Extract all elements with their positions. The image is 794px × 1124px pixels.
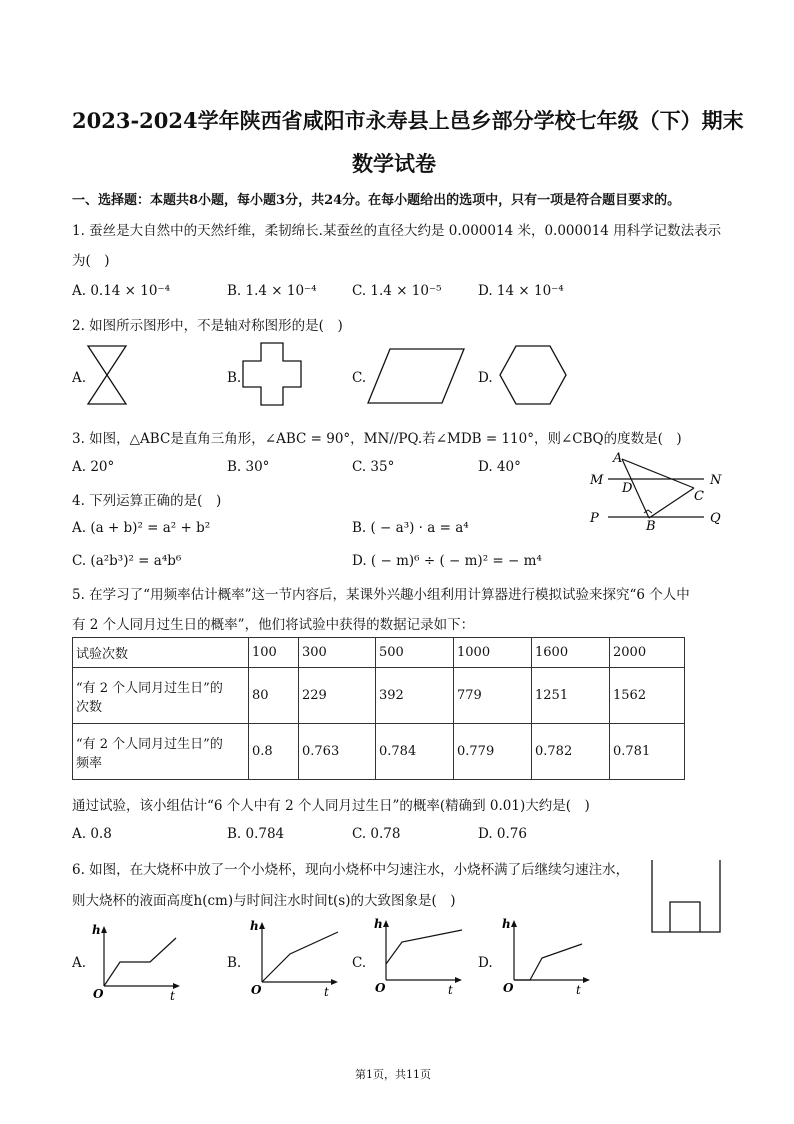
table-cell: 0.782 <box>532 724 610 780</box>
q6-graph-d-origin: O <box>503 981 514 995</box>
q6-stem-line2: 则大烧杯的液面高度h(cm)与时间注水时间t(s)的大致图象是( ) <box>72 893 456 909</box>
table-row <box>73 724 685 780</box>
q4-option-b: B. ( − a³) · a = a⁴ <box>352 520 469 536</box>
q6-graph-b-origin: O <box>251 983 262 997</box>
page-title-line1: 2023-2024学年陕西省咸阳市永寿县上邑乡部分学校七年级（下）期末 <box>72 108 744 133</box>
q1-stem-line1: 1. 蚕丝是大自然中的天然纤维，柔韧绵长.某蚕丝的直径大约是 0.000014 米，0.000014 用科学记数法表示 <box>72 223 722 239</box>
q3-geometry-figure <box>586 450 726 532</box>
table-cell: 1600 <box>532 638 610 668</box>
table-row <box>73 638 685 668</box>
q3-label-d: D <box>622 481 633 496</box>
table-cell: 100 <box>249 638 299 668</box>
page-title-line2: 数学试卷 <box>352 151 436 176</box>
q4-option-d: D. ( − m)⁶ ÷ ( − m)² = − m⁴ <box>352 553 542 569</box>
q5-stem-line2: 有 2 个人同月过生日的概率”，他们将试验中获得的数据记录如下： <box>72 617 475 633</box>
q2-figure-cross <box>241 341 303 407</box>
q2-label-d: D. <box>478 370 493 386</box>
q3-option-d: D. 40° <box>478 459 521 475</box>
q6-graph-c-origin: O <box>375 981 386 995</box>
table-cell: 392 <box>376 668 454 724</box>
table-cell: 0.779 <box>454 724 532 780</box>
q6-label-b: B. <box>227 955 242 971</box>
q2-label-b: B. <box>227 370 242 386</box>
q5-data-table <box>72 637 685 780</box>
table-header-cell <box>73 724 249 780</box>
table-header-text: 试验次数 <box>76 647 129 662</box>
q3-option-b: B. 30° <box>227 459 270 475</box>
q2-figure-hexagon <box>498 344 568 406</box>
q1-option-a: A. 0.14 × 10⁻⁴ <box>72 283 171 299</box>
q1-option-b: B. 1.4 × 10⁻⁴ <box>227 283 317 299</box>
q6-graph-c-h-label: h <box>374 917 383 931</box>
page-footer: 第1页，共11页 <box>355 1068 431 1081</box>
q1-option-d: D. 14 × 10⁻⁴ <box>478 283 564 299</box>
table-header-cell <box>73 638 249 668</box>
q4-stem: 4. 下列运算正确的是( ) <box>72 493 222 509</box>
q3-label-c: C <box>694 489 704 504</box>
table-cell: 80 <box>249 668 299 724</box>
q2-stem: 2. 如图所示图形中，不是轴对称图形的是( ) <box>72 318 343 334</box>
q6-graph-a-origin: O <box>93 987 104 1001</box>
q2-label-a: A. <box>72 370 87 386</box>
table-cell: 0.781 <box>610 724 685 780</box>
q5-after-table: 通过试验，该小组估计“6 个人中有 2 个人同月过生日”的概率(精确到 0.01)大约是( ) <box>72 798 590 814</box>
q6-label-d: D. <box>478 955 493 971</box>
q3-option-c: C. 35° <box>352 459 395 475</box>
q3-label-p: P <box>590 511 599 526</box>
q3-stem: 3. 如图，△ABC是直角三角形，∠ABC = 90°，MN//PQ.若∠MDB = 110°，则∠CBQ的度数是( ) <box>72 431 682 447</box>
table-cell: 0.784 <box>376 724 454 780</box>
q5-option-b: B. 0.784 <box>227 826 285 842</box>
q6-graph-b-h-label: h <box>250 919 259 933</box>
table-cell: 229 <box>299 668 376 724</box>
table-cell: 1000 <box>454 638 532 668</box>
q4-option-c: C. (a²b³)² = a⁴b⁶ <box>72 553 182 569</box>
section-header: 一、选择题：本题共8小题，每小题3分，共24分。在每小题给出的选项中，只有一项是符合题目要求的。 <box>72 193 681 208</box>
q3-label-q: Q <box>710 511 721 526</box>
q6-graph-d-h-label: h <box>502 917 511 931</box>
table-cell: 779 <box>454 668 532 724</box>
q3-label-a: A <box>613 451 623 466</box>
q1-option-c: C. 1.4 × 10⁻⁵ <box>352 283 442 299</box>
table-header-cell <box>73 668 249 724</box>
q5-option-d: D. 0.76 <box>478 826 527 842</box>
q3-label-b: B <box>646 519 656 534</box>
q2-label-c: C. <box>352 370 367 386</box>
q2-figure-hourglass <box>86 344 128 406</box>
q3-option-a: A. 20° <box>72 459 115 475</box>
q5-stem-line1: 5. 在学习了“用频率估计概率”这一节内容后，某课外兴趣小组利用计算器进行模拟试验来探究“6 个人中 <box>72 587 690 603</box>
table-cell: 1251 <box>532 668 610 724</box>
q6-graph-c <box>372 918 464 996</box>
q6-graph-c-t-label: t <box>448 983 453 997</box>
q4-option-a: A. (a + b)² = a² + b² <box>72 520 211 536</box>
q6-graph-b <box>248 920 340 998</box>
q5-option-a: A. 0.8 <box>72 826 112 842</box>
table-header-text: 次数 <box>76 699 103 715</box>
q5-option-c: C. 0.78 <box>352 826 401 842</box>
q6-graph-d <box>500 918 592 996</box>
q6-graph-d-t-label: t <box>576 983 581 997</box>
table-row <box>73 668 685 724</box>
q6-label-a: A. <box>72 955 87 971</box>
table-cell: 500 <box>376 638 454 668</box>
table-header-text: “有 2 个人同月过生日”的 <box>76 680 223 696</box>
q6-beaker-figure <box>650 858 722 934</box>
q6-stem-line1: 6. 如图，在大烧杯中放了一个小烧杯，现向小烧杯中匀速注水，小烧杯满了后继续匀速注水， <box>72 862 630 878</box>
q2-figure-parallelogram <box>366 347 466 405</box>
q6-label-c: C. <box>352 955 367 971</box>
table-cell: 1562 <box>610 668 685 724</box>
table-header-text: “有 2 个人同月过生日”的 <box>76 736 223 752</box>
q6-graph-a-h-label: h <box>92 923 101 937</box>
q6-graph-b-t-label: t <box>324 985 329 999</box>
q3-label-m: M <box>590 473 604 488</box>
q3-label-n: N <box>710 473 722 488</box>
table-header-text: 频率 <box>76 755 103 771</box>
table-cell: 0.763 <box>299 724 376 780</box>
table-cell: 300 <box>299 638 376 668</box>
q6-graph-a-t-label: t <box>170 989 175 1003</box>
table-cell: 2000 <box>610 638 685 668</box>
q1-stem-line2: 为( ) <box>72 253 110 269</box>
q6-graph-a <box>90 924 182 1002</box>
table-cell: 0.8 <box>249 724 299 780</box>
